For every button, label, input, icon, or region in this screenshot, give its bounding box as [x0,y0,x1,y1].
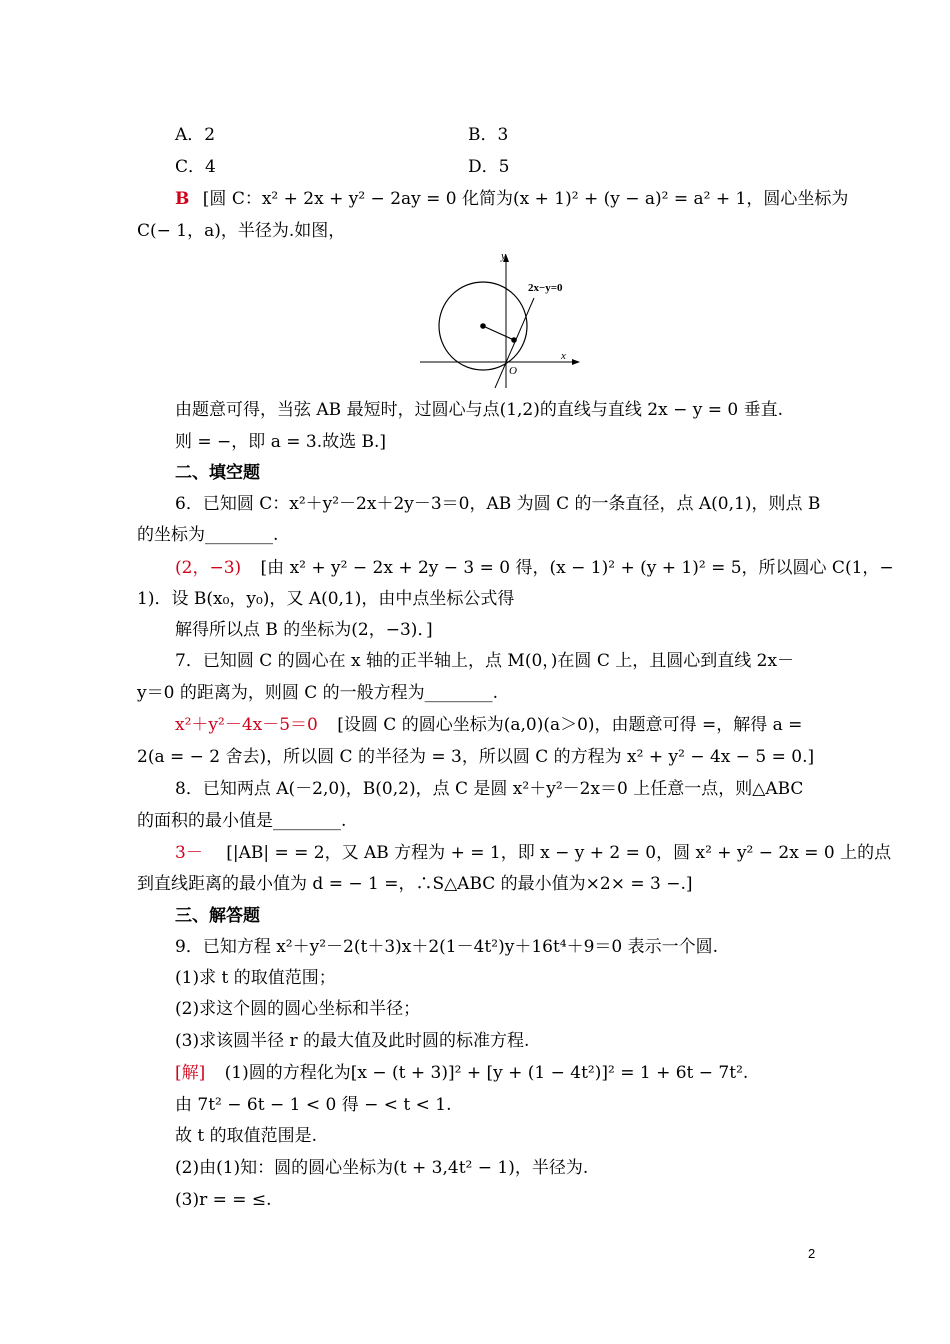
q5-answer: B [175,189,190,209]
section-answer-heading: 三、解答题 [175,906,260,926]
point-1-2 [511,337,517,343]
q7-answer: x²＋y²－4x－5＝0 [175,715,318,735]
q9-solution-line-5: (3)r = = ≤. [175,1190,272,1210]
circle-center-point [480,323,486,329]
q9-question: 9．已知方程 x²＋y²－2(t＋3)x＋2(1－4t²)y＋16t⁴＋9＝0 表示一个圆. [175,937,719,957]
q9-solution-tag: [解] [175,1063,206,1083]
section-fill-blank-heading: 二、填空题 [175,463,260,483]
option-a: A．2 [175,125,216,145]
option-c: C．4 [175,157,216,177]
q5-solution-line-2: C(− 1，a)，半径为.如图， [137,221,346,241]
q9-solution-text: (1)圆的方程化为[x − (t + 3)]² + [y + (1 − 4t²)]² = 1 + 6t − 7t². [224,1063,749,1083]
q9-solution-line-2: 由 7t² − 6t − 1 < 0 得 − < t < 1. [175,1095,452,1115]
circle-diagram [410,248,585,390]
q5-solution-text: [圆 C：x² + 2x + y² − 2ay = 0 化简为(x + 1)² + (y − a)² = a² + 1，圆心坐标为 [202,189,849,209]
page-number: 2 [808,1246,816,1261]
q7-question-line-2: y＝0 的距离为，则圆 C 的一般方程为________. [137,683,499,703]
x-axis-label: x [561,350,566,362]
q6-question-line-1: 6．已知圆 C：x²＋y²－2x＋2y－3＝0，AB 为圆 C 的一条直径，点 A(0,1)，则点 B [175,494,821,514]
option-b: B．3 [468,125,509,145]
q6-solution-line-3: 解得所以点 B 的坐标为(2，−3)．] [175,620,433,640]
q8-solution-line-1 [175,841,891,865]
q8-question-line-1: 8．已知两点 A(－2,0)，B(0,2)，点 C 是圆 x²＋y²－2x＝0 上任意一点，则△ABC [175,779,804,799]
q6-solution-text: [由 x² + y² − 2x + 2y − 3 = 0 得，(x − 1)² + (y + 1)² = 5，所以圆心 C(1，− [260,558,894,578]
origin-label: O [509,365,517,377]
center-to-point-segment [483,326,514,340]
q7-solution-text: [设圆 C 的圆心坐标为(a,0)(a＞0)，由题意可得 =，解得 a = [337,715,803,735]
option-d: D．5 [468,157,510,177]
q5-solution-line-3: 由题意可得，当弦 AB 最短时，过圆心与点(1,2)的直线与直线 2x − y = 0 垂直. [175,400,784,420]
x-axis-arrow [572,359,580,365]
q8-solution-line-2: 到直线距离的最小值为 d = − 1 =，∴S△ABC 的最小值为×2× = 3 −.] [137,874,693,894]
q7-solution-line-1 [175,713,802,737]
q9-part-2: (2)求这个圆的圆心坐标和半径； [175,999,421,1019]
q9-solution-line-1 [175,1061,748,1085]
q9-solution-line-3: 故 t 的取值范围是. [175,1126,318,1146]
line-label: 2x−y=0 [528,282,563,294]
y-axis-label: y [501,250,506,262]
q8-question-line-2: 的面积的最小值是________. [137,811,347,831]
q9-part-3: (3)求该圆半径 r 的最大值及此时圆的标准方程. [175,1031,530,1051]
q8-answer: 3－ [175,843,203,863]
q6-solution-line-2: 1)．设 B(x₀，y₀)，又 A(0,1)，由中点坐标公式得 [137,589,515,609]
q5-solution-line-4: 则 = −，即 a = 3.故选 B.] [175,432,387,452]
q7-question-line-1: 7．已知圆 C 的圆心在 x 轴的正半轴上，点 M(0，)在圆 C 上，且圆心到直线 2x－ [175,651,795,671]
q7-solution-line-2: 2(a = − 2 舍去)，所以圆 C 的半径为 = 3，所以圆 C 的方程为 x² + y² − 4x − 5 = 0.] [137,747,815,767]
q6-answer: (2，−3) [175,558,242,578]
q5-solution-line-1 [175,187,848,211]
q6-solution-line-1 [175,556,894,580]
q9-solution-line-4: (2)由(1)知：圆的圆心坐标为(t + 3,4t² − 1)，半径为. [175,1158,589,1178]
q9-part-1: (1)求 t 的取值范围； [175,968,336,988]
q8-solution-text: [|AB| = = 2，又 AB 方程为 + = 1，即 x − y + 2 = 0，圆 x² + y² − 2x = 0 上的点 [226,843,892,863]
q6-question-line-2: 的坐标为________. [137,525,279,545]
